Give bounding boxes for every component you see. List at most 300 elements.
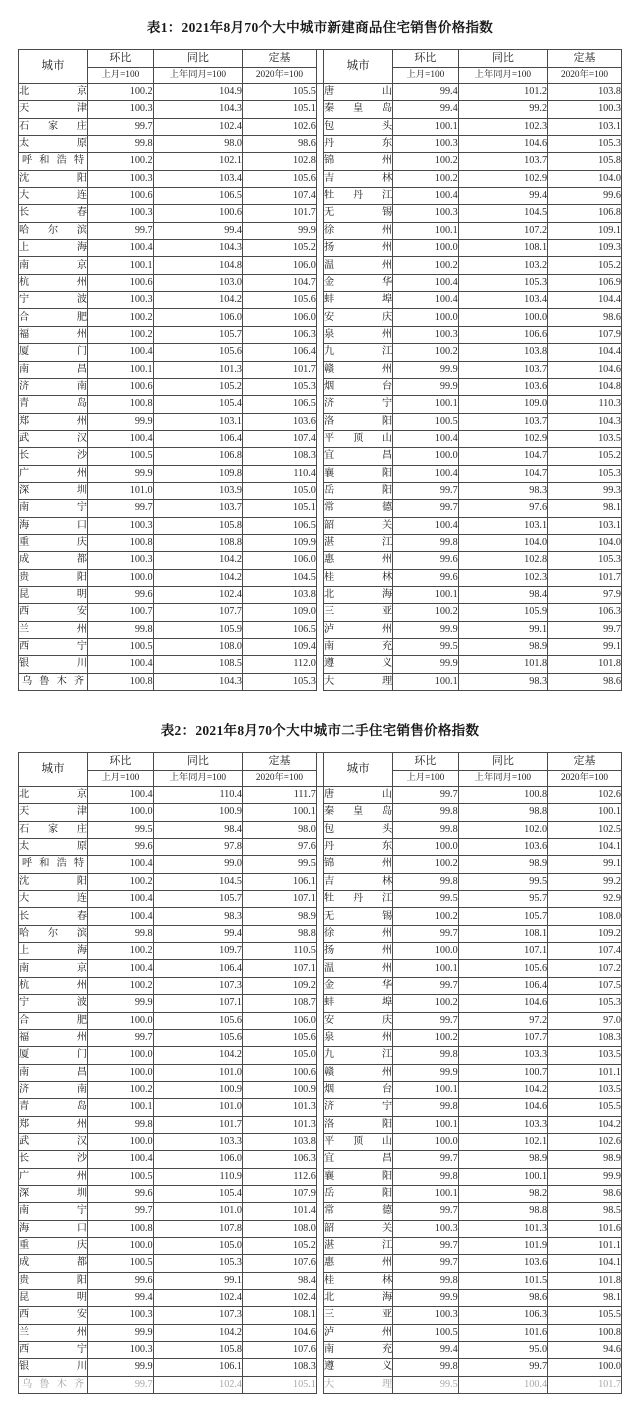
city-name-left: 武汉 (19, 1133, 88, 1150)
yoy-value-left: 104.5 (153, 873, 242, 890)
yoy-value-left: 102.4 (153, 1376, 242, 1393)
yoy-value-left: 104.2 (153, 569, 242, 586)
yoy-value-right: 99.5 (458, 873, 547, 890)
table-row (19, 1307, 622, 1324)
city-name-left: 天津 (19, 101, 88, 118)
yoy-value-right: 106.4 (458, 977, 547, 994)
yoy-value-right: 103.3 (458, 1116, 547, 1133)
base-value-left: 104.5 (243, 569, 317, 586)
table-row (19, 396, 622, 413)
base-value-left: 104.7 (243, 274, 317, 291)
city-name-left: 杭州 (19, 977, 88, 994)
yoy-value-left: 104.2 (153, 552, 242, 569)
mom-value-right: 100.4 (393, 292, 459, 309)
yoy-value-right: 95.7 (458, 891, 547, 908)
city-name-left: 济南 (19, 1081, 88, 1098)
base-value-right: 105.3 (548, 552, 622, 569)
yoy-value-left: 109.7 (153, 943, 242, 960)
city-name-right: 吉林 (324, 170, 393, 187)
base-value-left: 105.2 (243, 1237, 317, 1254)
base-value-left: 101.3 (243, 1099, 317, 1116)
city-name-left: 北京 (19, 787, 88, 804)
city-name-left: 成都 (19, 552, 88, 569)
mom-value-left: 100.6 (88, 274, 154, 291)
city-name-right: 蚌埠 (324, 292, 393, 309)
city-name-left: 长春 (19, 908, 88, 925)
city-name-right: 襄阳 (324, 1168, 393, 1185)
base-value-right: 99.9 (548, 1168, 622, 1185)
mom-value-left: 100.5 (88, 1168, 154, 1185)
yoy-value-left: 104.3 (153, 101, 242, 118)
table-1-header (19, 50, 622, 84)
yoy-value-right: 98.3 (458, 673, 547, 690)
base-value-right: 107.5 (548, 977, 622, 994)
yoy-value-right: 104.7 (458, 465, 547, 482)
mom-value-right: 99.9 (393, 361, 459, 378)
base-value-left: 100.9 (243, 1081, 317, 1098)
mom-value-left: 100.2 (88, 326, 154, 343)
yoy-value-right: 106.6 (458, 326, 547, 343)
mom-value-right: 99.6 (393, 569, 459, 586)
city-name-left: 宁波 (19, 995, 88, 1012)
city-name-left: 贵阳 (19, 569, 88, 586)
column-divider (316, 1255, 323, 1272)
table-row (19, 309, 622, 326)
base-value-left: 103.6 (243, 413, 317, 430)
yoy-value-right: 99.2 (458, 101, 547, 118)
city-name-left: 哈尔滨 (19, 925, 88, 942)
city-name-left: 兰州 (19, 1324, 88, 1341)
yoy-value-right: 101.2 (458, 84, 547, 101)
yoy-value-left: 110.9 (153, 1168, 242, 1185)
base-value-left: 106.0 (243, 552, 317, 569)
table-row (19, 673, 622, 690)
base-value-right: 101.1 (548, 1237, 622, 1254)
column-divider (316, 673, 323, 690)
base-value-left: 108.3 (243, 1359, 317, 1376)
city-name-right: 包头 (324, 821, 393, 838)
mom-value-right: 100.2 (393, 856, 459, 873)
base-value-right: 107.4 (548, 943, 622, 960)
mom-value-right: 100.2 (393, 153, 459, 170)
mom-value-left: 100.2 (88, 943, 154, 960)
city-name-left: 沈阳 (19, 873, 88, 890)
table-2-block (18, 752, 622, 1394)
header-base-left: 定基 (243, 753, 317, 771)
mom-value-right: 100.3 (393, 326, 459, 343)
yoy-value-right: 98.8 (458, 1203, 547, 1220)
table-row (19, 1203, 622, 1220)
header-mom-right: 环比 (393, 50, 459, 68)
mom-value-right: 99.7 (393, 977, 459, 994)
mom-value-right: 99.9 (393, 1290, 459, 1307)
header-mom-left: 环比 (88, 50, 154, 68)
yoy-value-right: 106.3 (458, 1307, 547, 1324)
yoy-value-left: 105.4 (153, 396, 242, 413)
yoy-value-left: 97.8 (153, 839, 242, 856)
base-value-right: 108.0 (548, 908, 622, 925)
city-name-left: 厦门 (19, 1047, 88, 1064)
mom-value-left: 100.4 (88, 787, 154, 804)
table-row (19, 1272, 622, 1289)
yoy-value-right: 102.1 (458, 1133, 547, 1150)
yoy-value-right: 108.1 (458, 240, 547, 257)
base-value-left: 98.4 (243, 1272, 317, 1289)
mom-value-right: 100.3 (393, 136, 459, 153)
table-row (19, 873, 622, 890)
mom-value-left: 100.8 (88, 396, 154, 413)
yoy-value-left: 103.1 (153, 413, 242, 430)
city-name-left: 成都 (19, 1255, 88, 1272)
table-row (19, 586, 622, 603)
yoy-value-left: 102.4 (153, 1290, 242, 1307)
base-value-left: 98.8 (243, 925, 317, 942)
yoy-value-right: 102.3 (458, 569, 547, 586)
city-name-left: 兰州 (19, 621, 88, 638)
yoy-value-left: 101.0 (153, 1099, 242, 1116)
table-row (19, 84, 622, 101)
mom-value-right: 99.8 (393, 1047, 459, 1064)
base-value-left: 106.5 (243, 517, 317, 534)
yoy-value-left: 105.2 (153, 378, 242, 395)
base-value-left: 97.6 (243, 839, 317, 856)
yoy-value-right: 103.6 (458, 1255, 547, 1272)
table-row (19, 639, 622, 656)
header-yoy-right: 同比 (458, 50, 547, 68)
city-name-left: 海口 (19, 517, 88, 534)
base-value-left: 109.9 (243, 534, 317, 551)
table-row (19, 534, 622, 551)
mom-value-left: 99.8 (88, 1116, 154, 1133)
city-name-left: 福州 (19, 326, 88, 343)
city-name-left: 武汉 (19, 430, 88, 447)
base-value-left: 106.5 (243, 621, 317, 638)
header-base-sub-right: 2020年=100 (548, 771, 622, 787)
base-value-right: 103.5 (548, 430, 622, 447)
base-value-right: 110.3 (548, 396, 622, 413)
table-row (19, 656, 622, 673)
header-base-right: 定基 (548, 753, 622, 771)
base-value-right: 101.1 (548, 1064, 622, 1081)
city-name-right: 韶关 (324, 517, 393, 534)
yoy-value-left: 99.0 (153, 856, 242, 873)
city-name-left: 南宁 (19, 1203, 88, 1220)
column-divider (316, 1168, 323, 1185)
base-value-left: 105.2 (243, 240, 317, 257)
table-row (19, 891, 622, 908)
mom-value-left: 99.6 (88, 1185, 154, 1202)
yoy-value-left: 98.0 (153, 136, 242, 153)
base-value-left: 106.5 (243, 396, 317, 413)
mom-value-left: 99.5 (88, 821, 154, 838)
yoy-value-right: 103.6 (458, 378, 547, 395)
city-name-left: 厦门 (19, 344, 88, 361)
mom-value-left: 100.4 (88, 656, 154, 673)
table-1-title: 表1：2021年8月70个大中城市新建商品住宅销售价格指数 (146, 20, 494, 35)
base-value-right: 104.4 (548, 344, 622, 361)
city-name-left: 重庆 (19, 534, 88, 551)
table-row (19, 839, 622, 856)
city-name-left: 哈尔滨 (19, 222, 88, 239)
city-name-left: 广州 (19, 1168, 88, 1185)
column-divider (316, 1099, 323, 1116)
mom-value-right: 99.8 (393, 873, 459, 890)
mom-value-left: 100.3 (88, 101, 154, 118)
city-name-left: 青岛 (19, 396, 88, 413)
yoy-value-left: 106.0 (153, 1151, 242, 1168)
city-name-right: 桂林 (324, 1272, 393, 1289)
base-value-right: 99.2 (548, 873, 622, 890)
column-divider (316, 378, 323, 395)
yoy-value-right: 99.4 (458, 188, 547, 205)
base-value-right: 101.7 (548, 1376, 622, 1393)
mom-value-right: 100.2 (393, 344, 459, 361)
header-city-right: 城市 (324, 753, 393, 787)
base-value-left: 105.1 (243, 101, 317, 118)
table-row (19, 482, 622, 499)
table-row (19, 222, 622, 239)
base-value-right: 101.6 (548, 1220, 622, 1237)
mom-value-right: 100.2 (393, 995, 459, 1012)
city-name-left: 长沙 (19, 1151, 88, 1168)
yoy-value-right: 102.9 (458, 430, 547, 447)
base-value-right: 109.1 (548, 222, 622, 239)
base-value-right: 106.3 (548, 604, 622, 621)
mom-value-left: 99.8 (88, 925, 154, 942)
mom-value-right: 99.7 (393, 1012, 459, 1029)
city-name-left: 上海 (19, 943, 88, 960)
table-row (19, 960, 622, 977)
base-value-left: 101.7 (243, 361, 317, 378)
column-divider (316, 1342, 323, 1359)
city-name-left: 南京 (19, 257, 88, 274)
base-value-right: 97.9 (548, 586, 622, 603)
mom-value-right: 100.4 (393, 517, 459, 534)
table-row (19, 1290, 622, 1307)
city-name-right: 唐山 (324, 787, 393, 804)
yoy-value-right: 100.7 (458, 1064, 547, 1081)
base-value-right: 106.8 (548, 205, 622, 222)
city-name-right: 常德 (324, 1203, 393, 1220)
base-value-right: 98.9 (548, 1151, 622, 1168)
yoy-value-right: 105.7 (458, 908, 547, 925)
base-value-right: 92.9 (548, 891, 622, 908)
mom-value-left: 100.3 (88, 552, 154, 569)
column-divider (316, 656, 323, 673)
mom-value-left: 99.6 (88, 839, 154, 856)
yoy-value-left: 104.3 (153, 240, 242, 257)
base-value-left: 105.1 (243, 500, 317, 517)
yoy-value-right: 97.2 (458, 1012, 547, 1029)
yoy-value-right: 100.0 (458, 309, 547, 326)
yoy-value-right: 98.6 (458, 1290, 547, 1307)
base-value-left: 100.6 (243, 1064, 317, 1081)
mom-value-left: 100.6 (88, 188, 154, 205)
base-value-right: 107.9 (548, 326, 622, 343)
mom-value-right: 100.2 (393, 908, 459, 925)
yoy-value-left: 108.8 (153, 534, 242, 551)
table-row (19, 1081, 622, 1098)
mom-value-right: 99.9 (393, 656, 459, 673)
column-divider (316, 1064, 323, 1081)
base-value-right: 100.1 (548, 804, 622, 821)
yoy-value-right: 103.8 (458, 344, 547, 361)
column-divider (316, 136, 323, 153)
mom-value-right: 99.7 (393, 925, 459, 942)
base-value-right: 99.1 (548, 856, 622, 873)
base-value-left: 110.5 (243, 943, 317, 960)
city-name-right: 锦州 (324, 856, 393, 873)
mom-value-left: 100.3 (88, 517, 154, 534)
column-divider (316, 274, 323, 291)
mom-value-left: 100.4 (88, 891, 154, 908)
mom-value-left: 100.8 (88, 673, 154, 690)
city-name-right: 烟台 (324, 1081, 393, 1098)
base-value-right: 103.1 (548, 118, 622, 135)
table-row (19, 925, 622, 942)
mom-value-left: 100.0 (88, 1133, 154, 1150)
mom-value-right: 100.1 (393, 396, 459, 413)
mom-value-left: 99.7 (88, 500, 154, 517)
column-divider (316, 257, 323, 274)
city-name-left: 银川 (19, 1359, 88, 1376)
column-divider (316, 240, 323, 257)
yoy-value-left: 105.3 (153, 1255, 242, 1272)
yoy-value-right: 102.8 (458, 552, 547, 569)
mom-value-right: 99.4 (393, 1342, 459, 1359)
table-row (19, 1133, 622, 1150)
yoy-value-left: 104.2 (153, 292, 242, 309)
mom-value-right: 99.4 (393, 101, 459, 118)
base-value-left: 108.0 (243, 1220, 317, 1237)
mom-value-right: 100.0 (393, 240, 459, 257)
column-divider (316, 1272, 323, 1289)
base-value-right: 108.3 (548, 1029, 622, 1046)
city-name-right: 南充 (324, 639, 393, 656)
header-yoy-sub-right: 上年同月=100 (458, 771, 547, 787)
city-name-right: 平顶山 (324, 430, 393, 447)
table-row (19, 1220, 622, 1237)
base-value-right: 104.4 (548, 292, 622, 309)
base-value-right: 109.2 (548, 925, 622, 942)
yoy-value-left: 105.6 (153, 1029, 242, 1046)
base-value-right: 103.5 (548, 1047, 622, 1064)
base-value-right: 98.6 (548, 673, 622, 690)
mom-value-right: 99.7 (393, 1203, 459, 1220)
yoy-value-left: 105.4 (153, 1185, 242, 1202)
base-value-right: 106.9 (548, 274, 622, 291)
city-name-right: 赣州 (324, 1064, 393, 1081)
city-name-right: 秦皇岛 (324, 101, 393, 118)
column-divider (316, 839, 323, 856)
mom-value-right: 100.3 (393, 205, 459, 222)
base-value-right: 105.8 (548, 153, 622, 170)
mom-value-right: 99.7 (393, 500, 459, 517)
table-1-body (19, 84, 622, 691)
city-name-right: 遵义 (324, 656, 393, 673)
table-row (19, 326, 622, 343)
mom-value-left: 100.5 (88, 639, 154, 656)
yoy-value-left: 99.4 (153, 925, 242, 942)
mom-value-right: 100.1 (393, 1081, 459, 1098)
city-name-right: 丹东 (324, 839, 393, 856)
column-divider (316, 482, 323, 499)
table-row (19, 1029, 622, 1046)
city-name-right: 蚌埠 (324, 995, 393, 1012)
mom-value-left: 100.7 (88, 604, 154, 621)
city-name-left: 北京 (19, 84, 88, 101)
city-name-left: 石家庄 (19, 118, 88, 135)
yoy-value-right: 104.6 (458, 136, 547, 153)
yoy-value-left: 101.0 (153, 1203, 242, 1220)
column-divider (316, 1324, 323, 1341)
column-divider (316, 1220, 323, 1237)
yoy-value-left: 104.8 (153, 257, 242, 274)
city-name-right: 三亚 (324, 604, 393, 621)
yoy-value-right: 101.3 (458, 1220, 547, 1237)
base-value-right: 100.3 (548, 101, 622, 118)
yoy-value-left: 105.0 (153, 1237, 242, 1254)
yoy-value-right: 103.7 (458, 153, 547, 170)
mom-value-right: 100.4 (393, 430, 459, 447)
city-name-right: 金华 (324, 977, 393, 994)
mom-value-left: 100.1 (88, 1099, 154, 1116)
column-divider (316, 821, 323, 838)
mom-value-left: 99.7 (88, 1203, 154, 1220)
base-value-right: 98.6 (548, 1185, 622, 1202)
yoy-value-left: 106.0 (153, 309, 242, 326)
column-divider (316, 1133, 323, 1150)
mom-value-right: 99.4 (393, 84, 459, 101)
table-row (19, 569, 622, 586)
yoy-value-right: 107.7 (458, 1029, 547, 1046)
table-row (19, 908, 622, 925)
table-row (19, 1151, 622, 1168)
mom-value-right: 99.8 (393, 821, 459, 838)
yoy-value-left: 108.5 (153, 656, 242, 673)
city-name-left: 广州 (19, 465, 88, 482)
yoy-value-right: 103.6 (458, 839, 547, 856)
table-1-block (18, 49, 622, 691)
yoy-value-left: 103.0 (153, 274, 242, 291)
city-name-left: 西宁 (19, 1342, 88, 1359)
column-divider (316, 995, 323, 1012)
base-value-left: 106.3 (243, 326, 317, 343)
column-divider (316, 1307, 323, 1324)
mom-value-left: 99.9 (88, 413, 154, 430)
mom-value-left: 99.8 (88, 621, 154, 638)
table-row (19, 1237, 622, 1254)
column-divider (316, 50, 323, 84)
mom-value-right: 100.2 (393, 1029, 459, 1046)
mom-value-right: 99.5 (393, 1376, 459, 1393)
yoy-value-right: 98.9 (458, 1151, 547, 1168)
base-value-right: 98.1 (548, 1290, 622, 1307)
yoy-value-right: 100.8 (458, 787, 547, 804)
table-row (19, 1168, 622, 1185)
column-divider (316, 1081, 323, 1098)
yoy-value-right: 104.0 (458, 534, 547, 551)
base-value-right: 101.7 (548, 569, 622, 586)
header-base-sub-left: 2020年=100 (243, 68, 317, 84)
yoy-value-left: 105.8 (153, 1342, 242, 1359)
column-divider (316, 534, 323, 551)
column-divider (316, 753, 323, 787)
base-value-left: 108.3 (243, 448, 317, 465)
base-value-right: 105.5 (548, 1099, 622, 1116)
base-value-right: 103.1 (548, 517, 622, 534)
column-divider (316, 873, 323, 890)
